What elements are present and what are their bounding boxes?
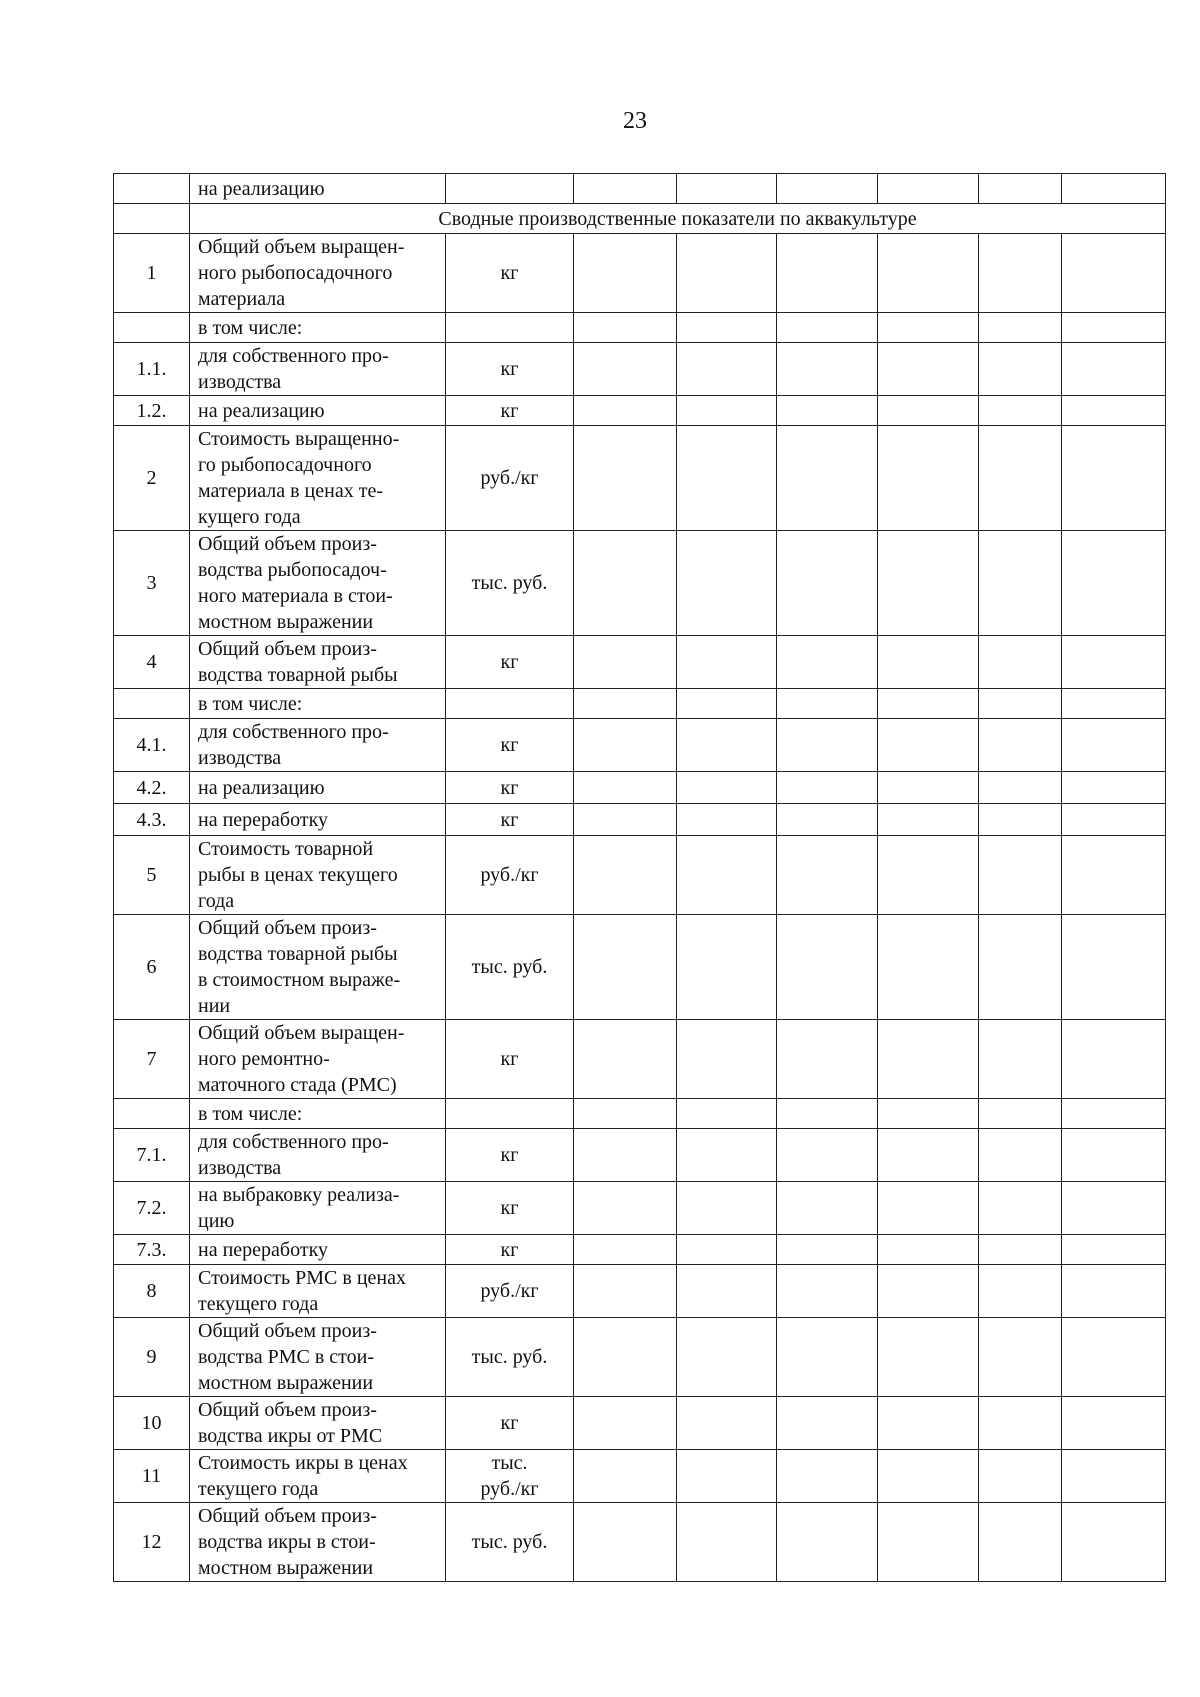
- value-cell: [878, 1318, 979, 1397]
- value-cell: [1062, 1182, 1166, 1235]
- table-row: [114, 1235, 1166, 1265]
- value-cell: [979, 689, 1062, 719]
- value-cell: [677, 426, 777, 531]
- value-cell: [979, 1318, 1062, 1397]
- value-cell: [1062, 689, 1166, 719]
- row-number: 1: [114, 234, 190, 313]
- value-cell: [777, 396, 878, 426]
- indicator-name: в том числе:: [190, 1099, 446, 1129]
- value-cell: [677, 719, 777, 772]
- table-row: [114, 204, 1166, 234]
- value-cell: [574, 1265, 677, 1318]
- value-cell: [574, 1235, 677, 1265]
- row-number: 4.1.: [114, 719, 190, 772]
- value-cell: [574, 915, 677, 1020]
- value-cell: [574, 1503, 677, 1582]
- value-cell: [1062, 836, 1166, 915]
- table-row: [114, 804, 1166, 836]
- unit-cell: кг: [446, 1129, 574, 1182]
- value-cell: [677, 804, 777, 836]
- value-cell: [574, 772, 677, 804]
- value-cell: [979, 915, 1062, 1020]
- value-cell: [878, 426, 979, 531]
- table-row: [114, 689, 1166, 719]
- indicator-name: Общий объем произ- водства икры от РМС: [190, 1397, 446, 1450]
- row-number: 11: [114, 1450, 190, 1503]
- value-cell: [574, 1397, 677, 1450]
- value-cell: [777, 636, 878, 689]
- value-cell: [677, 531, 777, 636]
- value-cell: [979, 1397, 1062, 1450]
- table-row: [114, 1503, 1166, 1582]
- page-number: 23: [623, 108, 647, 134]
- value-cell: [777, 1503, 878, 1582]
- indicator-name: Стоимость выращенно- го рыбопосадочного материала в ценах те- кущего года: [190, 426, 446, 531]
- value-cell: [1062, 915, 1166, 1020]
- row-number: 1.2.: [114, 396, 190, 426]
- indicator-name: в том числе:: [190, 689, 446, 719]
- value-cell: [1062, 636, 1166, 689]
- value-cell: [1062, 234, 1166, 313]
- value-cell: [979, 234, 1062, 313]
- unit-cell: кг: [446, 343, 574, 396]
- value-cell: [878, 313, 979, 343]
- table-row: [114, 313, 1166, 343]
- value-cell: [878, 174, 979, 204]
- value-cell: [777, 343, 878, 396]
- value-cell: [777, 1099, 878, 1129]
- value-cell: [979, 174, 1062, 204]
- unit-cell: кг: [446, 636, 574, 689]
- summary-production-table: [113, 173, 1166, 1582]
- value-cell: [1062, 1129, 1166, 1182]
- unit-cell: руб./кг: [446, 426, 574, 531]
- row-number: [114, 174, 190, 204]
- row-number: 7.2.: [114, 1182, 190, 1235]
- value-cell: [878, 1503, 979, 1582]
- table-row: [114, 426, 1166, 531]
- unit-cell: [446, 689, 574, 719]
- table-row: [114, 234, 1166, 313]
- row-number: 6: [114, 915, 190, 1020]
- value-cell: [979, 836, 1062, 915]
- value-cell: [1062, 531, 1166, 636]
- row-number: 9: [114, 1318, 190, 1397]
- value-cell: [878, 234, 979, 313]
- unit-cell: кг: [446, 1182, 574, 1235]
- value-cell: [677, 836, 777, 915]
- unit-cell: [446, 313, 574, 343]
- value-cell: [574, 1450, 677, 1503]
- unit-cell: кг: [446, 396, 574, 426]
- value-cell: [677, 1318, 777, 1397]
- value-cell: [677, 636, 777, 689]
- unit-cell: кг: [446, 234, 574, 313]
- value-cell: [1062, 804, 1166, 836]
- value-cell: [677, 1182, 777, 1235]
- value-cell: [777, 174, 878, 204]
- table-row: [114, 915, 1166, 1020]
- value-cell: [1062, 1318, 1166, 1397]
- unit-cell: кг: [446, 1235, 574, 1265]
- value-cell: [1062, 719, 1166, 772]
- unit-cell: кг: [446, 804, 574, 836]
- value-cell: [677, 1265, 777, 1318]
- value-cell: [574, 313, 677, 343]
- indicator-name: в том числе:: [190, 313, 446, 343]
- value-cell: [574, 531, 677, 636]
- value-cell: [677, 772, 777, 804]
- value-cell: [1062, 426, 1166, 531]
- value-cell: [677, 1503, 777, 1582]
- indicator-name: на реализацию: [190, 396, 446, 426]
- value-cell: [1062, 1503, 1166, 1582]
- table-row: [114, 1318, 1166, 1397]
- row-number: 2: [114, 426, 190, 531]
- value-cell: [878, 636, 979, 689]
- value-cell: [574, 1020, 677, 1099]
- value-cell: [574, 396, 677, 426]
- value-cell: [1062, 1235, 1166, 1265]
- unit-cell: кг: [446, 1397, 574, 1450]
- unit-cell: [446, 174, 574, 204]
- indicator-name: Стоимость икры в ценах текущего года: [190, 1450, 446, 1503]
- table-body: [114, 174, 1166, 1582]
- value-cell: [979, 531, 1062, 636]
- value-cell: [878, 804, 979, 836]
- value-cell: [777, 426, 878, 531]
- table-row: [114, 836, 1166, 915]
- value-cell: [1062, 343, 1166, 396]
- value-cell: [878, 915, 979, 1020]
- table-row: [114, 174, 1166, 204]
- unit-cell: тыс. руб.: [446, 1318, 574, 1397]
- value-cell: [574, 836, 677, 915]
- value-cell: [777, 1397, 878, 1450]
- table-row: [114, 1397, 1166, 1450]
- indicator-name: для собственного про- изводства: [190, 343, 446, 396]
- table-row: [114, 1265, 1166, 1318]
- value-cell: [878, 1099, 979, 1129]
- value-cell: [979, 1020, 1062, 1099]
- value-cell: [979, 772, 1062, 804]
- value-cell: [878, 1265, 979, 1318]
- value-cell: [677, 689, 777, 719]
- row-number: 4.3.: [114, 804, 190, 836]
- value-cell: [1062, 1397, 1166, 1450]
- value-cell: [777, 1182, 878, 1235]
- value-cell: [574, 426, 677, 531]
- unit-cell: руб./кг: [446, 836, 574, 915]
- unit-cell: кг: [446, 1020, 574, 1099]
- value-cell: [1062, 1099, 1166, 1129]
- value-cell: [878, 836, 979, 915]
- table-row: [114, 1020, 1166, 1099]
- table-row: [114, 636, 1166, 689]
- value-cell: [677, 396, 777, 426]
- indicator-name: для собственного про- изводства: [190, 719, 446, 772]
- row-number: 7: [114, 1020, 190, 1099]
- value-cell: [979, 426, 1062, 531]
- value-cell: [574, 689, 677, 719]
- value-cell: [777, 313, 878, 343]
- value-cell: [1062, 313, 1166, 343]
- value-cell: [677, 343, 777, 396]
- value-cell: [878, 1450, 979, 1503]
- row-number: 7.3.: [114, 1235, 190, 1265]
- value-cell: [878, 1129, 979, 1182]
- value-cell: [677, 174, 777, 204]
- table-row: [114, 772, 1166, 804]
- value-cell: [777, 915, 878, 1020]
- table-row: [114, 1129, 1166, 1182]
- table-row: [114, 1450, 1166, 1503]
- table-row: [114, 1099, 1166, 1129]
- value-cell: [677, 313, 777, 343]
- value-cell: [979, 396, 1062, 426]
- value-cell: [878, 1182, 979, 1235]
- row-number: 5: [114, 836, 190, 915]
- row-number: 8: [114, 1265, 190, 1318]
- value-cell: [574, 804, 677, 836]
- value-cell: [979, 1099, 1062, 1129]
- table-row: [114, 343, 1166, 396]
- value-cell: [574, 719, 677, 772]
- unit-cell: тыс. руб.: [446, 915, 574, 1020]
- row-number: [114, 204, 190, 234]
- value-cell: [979, 1503, 1062, 1582]
- value-cell: [1062, 1450, 1166, 1503]
- value-cell: [878, 719, 979, 772]
- value-cell: [777, 689, 878, 719]
- indicator-name: Общий объем выращен- ного рыбопосадочного материала: [190, 234, 446, 313]
- row-number: [114, 1099, 190, 1129]
- value-cell: [878, 1235, 979, 1265]
- row-number: 4.2.: [114, 772, 190, 804]
- value-cell: [677, 1450, 777, 1503]
- value-cell: [878, 772, 979, 804]
- value-cell: [1062, 1265, 1166, 1318]
- value-cell: [777, 1129, 878, 1182]
- indicator-name: на переработку: [190, 804, 446, 836]
- indicator-name: Общий объем произ- водства товарной рыбы: [190, 636, 446, 689]
- value-cell: [878, 1020, 979, 1099]
- value-cell: [574, 174, 677, 204]
- value-cell: [979, 1265, 1062, 1318]
- indicator-name: Общий объем произ- водства икры в стои- мостном выражении: [190, 1503, 446, 1582]
- value-cell: [777, 1265, 878, 1318]
- value-cell: [878, 531, 979, 636]
- value-cell: [777, 234, 878, 313]
- value-cell: [574, 1182, 677, 1235]
- value-cell: [878, 689, 979, 719]
- unit-cell: тыс. руб.: [446, 1503, 574, 1582]
- table-row: [114, 719, 1166, 772]
- value-cell: [677, 234, 777, 313]
- row-number: [114, 689, 190, 719]
- row-number: 4: [114, 636, 190, 689]
- value-cell: [777, 836, 878, 915]
- indicator-name: для собственного про- изводства: [190, 1129, 446, 1182]
- section-heading: Сводные производственные показатели по аквакультуре: [190, 204, 1166, 234]
- row-number: 1.1.: [114, 343, 190, 396]
- value-cell: [777, 804, 878, 836]
- value-cell: [979, 313, 1062, 343]
- value-cell: [777, 531, 878, 636]
- indicator-name: Общий объем произ- водства товарной рыбы в стоимостном выраже- нии: [190, 915, 446, 1020]
- value-cell: [979, 1450, 1062, 1503]
- value-cell: [574, 343, 677, 396]
- indicator-name: на реализацию: [190, 772, 446, 804]
- indicator-name: Общий объем выращен- ного ремонтно- маточного стада (РМС): [190, 1020, 446, 1099]
- value-cell: [677, 1397, 777, 1450]
- value-cell: [777, 1020, 878, 1099]
- value-cell: [574, 1099, 677, 1129]
- value-cell: [777, 1235, 878, 1265]
- indicator-name: Стоимость РМС в ценах текущего года: [190, 1265, 446, 1318]
- unit-cell: руб./кг: [446, 1265, 574, 1318]
- row-number: 10: [114, 1397, 190, 1450]
- row-number: 3: [114, 531, 190, 636]
- value-cell: [1062, 772, 1166, 804]
- value-cell: [677, 1099, 777, 1129]
- indicator-name: на переработку: [190, 1235, 446, 1265]
- value-cell: [979, 1182, 1062, 1235]
- value-cell: [677, 1020, 777, 1099]
- indicator-name: на реализацию: [190, 174, 446, 204]
- unit-cell: кг: [446, 719, 574, 772]
- unit-cell: тыс. руб./кг: [446, 1450, 574, 1503]
- value-cell: [878, 343, 979, 396]
- value-cell: [979, 636, 1062, 689]
- value-cell: [979, 1129, 1062, 1182]
- value-cell: [777, 1318, 878, 1397]
- unit-cell: [446, 1099, 574, 1129]
- value-cell: [574, 234, 677, 313]
- value-cell: [979, 343, 1062, 396]
- unit-cell: тыс. руб.: [446, 531, 574, 636]
- row-number: [114, 313, 190, 343]
- indicator-name: Общий объем произ- водства РМС в стои- мостном выражении: [190, 1318, 446, 1397]
- value-cell: [677, 1235, 777, 1265]
- row-number: 7.1.: [114, 1129, 190, 1182]
- row-number: 12: [114, 1503, 190, 1582]
- value-cell: [677, 1129, 777, 1182]
- value-cell: [777, 1450, 878, 1503]
- table-row: [114, 531, 1166, 636]
- indicator-name: Общий объем произ- водства рыбопосадоч- ного материала в стои- мостном выражении: [190, 531, 446, 636]
- unit-cell: кг: [446, 772, 574, 804]
- value-cell: [777, 719, 878, 772]
- value-cell: [574, 1129, 677, 1182]
- value-cell: [777, 772, 878, 804]
- value-cell: [1062, 174, 1166, 204]
- value-cell: [979, 804, 1062, 836]
- value-cell: [574, 636, 677, 689]
- value-cell: [574, 1318, 677, 1397]
- table-row: [114, 396, 1166, 426]
- value-cell: [1062, 1020, 1166, 1099]
- value-cell: [677, 915, 777, 1020]
- value-cell: [878, 1397, 979, 1450]
- value-cell: [1062, 396, 1166, 426]
- table-row: [114, 1182, 1166, 1235]
- value-cell: [878, 396, 979, 426]
- value-cell: [979, 1235, 1062, 1265]
- value-cell: [979, 719, 1062, 772]
- indicator-name: на выбраковку реализа- цию: [190, 1182, 446, 1235]
- indicator-name: Стоимость товарной рыбы в ценах текущего года: [190, 836, 446, 915]
